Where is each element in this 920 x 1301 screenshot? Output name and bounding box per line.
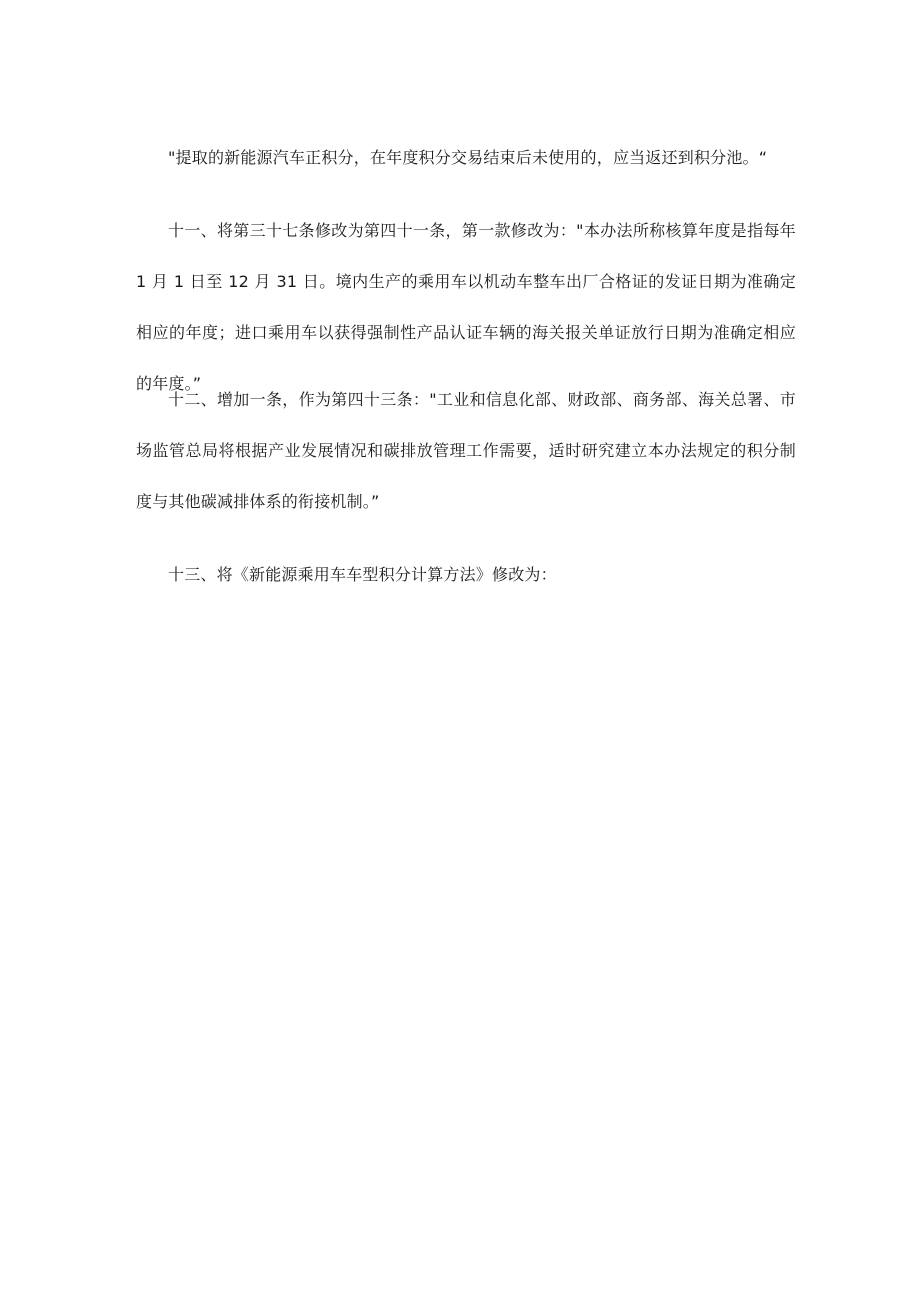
paragraph-article-twelve: 十二、增加一条，作为第四十三条："工业和信息化部、财政部、商务部、海关总署、市场监管总局将根据产业发展情况和碳排放管理工作需要，适时研究建立本办法规定的积分制度与其他碳减排体系的衔接机制。” <box>136 390 796 511</box>
paragraph-article-thirteen: 十三、将《新能源乘用车车型积分计算方法》修改为： <box>168 565 557 584</box>
paragraph-article-eleven: 十一、将第三十七条修改为第四十一条，第一款修改为："本办法所称核算年度是指每年 1 月 1 日至 12 月 31 日。境内生产的乘用车以机动车整车出厂合格证的发证日期为准确定相应的年度；进口乘用车以获得强制性产品认证车辆的海关报关单证放行日期为准确定相应的年度。” <box>136 221 796 393</box>
paragraph-returned-credits: "提取的新能源汽车正积分，在年度积分交易结束后未使用的，应当返还到积分池。“ <box>168 148 768 167</box>
